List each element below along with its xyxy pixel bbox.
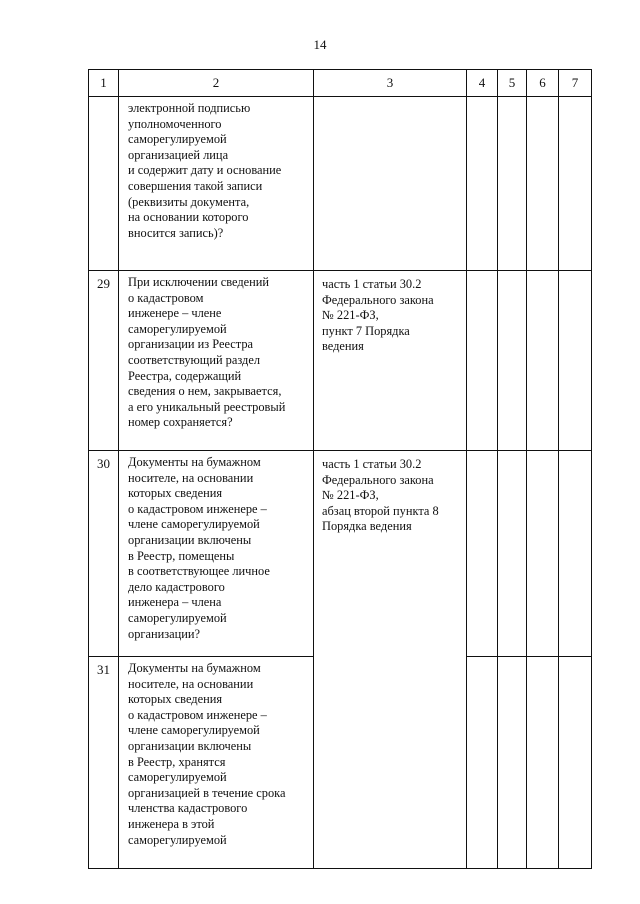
text-line: Федерального закона <box>322 472 434 487</box>
row-number: 30 <box>89 451 119 657</box>
row-number: 29 <box>89 271 119 451</box>
question-cell <box>119 271 314 451</box>
reference-cell <box>314 451 467 869</box>
text-line: инженере – члене <box>128 306 222 321</box>
text-line: саморегулируемой <box>128 610 227 625</box>
column-header: 5 <box>498 70 527 97</box>
text-line: носителе, на основании <box>128 676 254 691</box>
answer-cell <box>467 97 498 271</box>
text-line: соответствующий раздел <box>128 352 261 367</box>
answer-cell <box>527 97 559 271</box>
text-line: в соответствующее личное <box>128 564 270 579</box>
text-line: инженера – члена <box>128 595 222 610</box>
checklist-table <box>88 69 592 869</box>
table-row <box>89 451 592 657</box>
text-line: Документы на бумажном <box>128 661 261 675</box>
column-header: 6 <box>527 70 559 97</box>
column-header: 2 <box>119 70 314 97</box>
text-line: № 221-ФЗ, <box>322 488 379 503</box>
text-line: (реквизиты документа, <box>128 194 250 209</box>
text-line: инженера в этой <box>128 816 215 831</box>
question-cell <box>119 97 314 271</box>
text-line: сведения о нем, закрывается, <box>128 384 282 399</box>
answer-cell <box>559 271 592 451</box>
answer-cell <box>467 271 498 451</box>
column-header: 1 <box>89 70 119 97</box>
answer-cell <box>559 451 592 657</box>
text-line: носителе, на основании <box>128 470 254 485</box>
text-line: Порядка ведения <box>322 519 412 534</box>
text-line: вносится запись)? <box>128 225 224 240</box>
text-line: Документы на бумажном <box>128 455 261 469</box>
text-line: о кадастровом инженере – <box>128 501 267 516</box>
text-line: часть 1 статьи 30.2 <box>322 457 422 471</box>
text-line: на основании которого <box>128 210 249 225</box>
table-row <box>89 97 592 271</box>
row-number <box>89 97 119 271</box>
text-line: номер сохраняется? <box>128 415 233 430</box>
text-line: электронной подписью <box>128 101 251 115</box>
text-line: часть 1 статьи 30.2 <box>322 277 422 291</box>
answer-cell <box>527 657 559 869</box>
answer-cell <box>498 451 527 657</box>
text-line: совершения такой записи <box>128 178 263 193</box>
column-header: 4 <box>467 70 498 97</box>
text-line: членства кадастрового <box>128 801 248 816</box>
answer-cell <box>527 451 559 657</box>
reference-cell <box>314 271 467 451</box>
answer-cell <box>467 657 498 869</box>
text-line: пункт 7 Порядка <box>322 323 410 338</box>
answer-cell <box>498 271 527 451</box>
answer-cell <box>498 657 527 869</box>
text-line: в Реестр, помещены <box>128 548 235 563</box>
column-header: 7 <box>559 70 592 97</box>
text-line: организацией в течение срока <box>128 785 286 800</box>
row-number: 31 <box>89 657 119 869</box>
text-line: организацией лица <box>128 147 229 162</box>
answer-cell <box>498 97 527 271</box>
text-line: Реестра, содержащий <box>128 368 242 383</box>
table-row <box>89 271 592 451</box>
text-line: которых сведения <box>128 486 223 501</box>
text-line: дело кадастрового <box>128 579 225 594</box>
text-line: уполномоченного <box>128 116 222 131</box>
text-line: о кадастровом инженере – <box>128 707 267 722</box>
text-line: ведения <box>322 339 364 354</box>
text-line: о кадастровом <box>128 290 204 305</box>
text-line: и содержит дату и основание <box>128 163 282 178</box>
text-line: члене саморегулируемой <box>128 517 260 532</box>
answer-cell <box>559 97 592 271</box>
text-line: в Реестр, хранятся <box>128 754 226 769</box>
answer-cell <box>527 271 559 451</box>
text-line: саморегулируемой <box>128 132 227 147</box>
question-cell <box>119 657 314 869</box>
text-line: которых сведения <box>128 692 223 707</box>
text-line: организации включены <box>128 532 252 547</box>
text-line: саморегулируемой <box>128 321 227 336</box>
column-header: 3 <box>314 70 467 97</box>
text-line: саморегулируемой <box>128 770 227 785</box>
table-header-row <box>89 70 592 97</box>
reference-cell <box>314 97 467 271</box>
text-line: При исключении сведений <box>128 275 270 289</box>
text-line: организации из Реестра <box>128 337 254 352</box>
text-line: организации включены <box>128 738 252 753</box>
answer-cell <box>559 657 592 869</box>
text-line: саморегулируемой <box>128 832 227 847</box>
page-number: 14 <box>313 37 327 52</box>
text-line: члене саморегулируемой <box>128 723 260 738</box>
text-line: Федерального закона <box>322 292 434 307</box>
text-line: организации? <box>128 626 201 641</box>
text-line: а его уникальный реестровый <box>128 399 286 414</box>
answer-cell <box>467 451 498 657</box>
text-line: № 221-ФЗ, <box>322 308 379 323</box>
text-line: абзац второй пункта 8 <box>322 503 439 518</box>
question-cell <box>119 451 314 657</box>
